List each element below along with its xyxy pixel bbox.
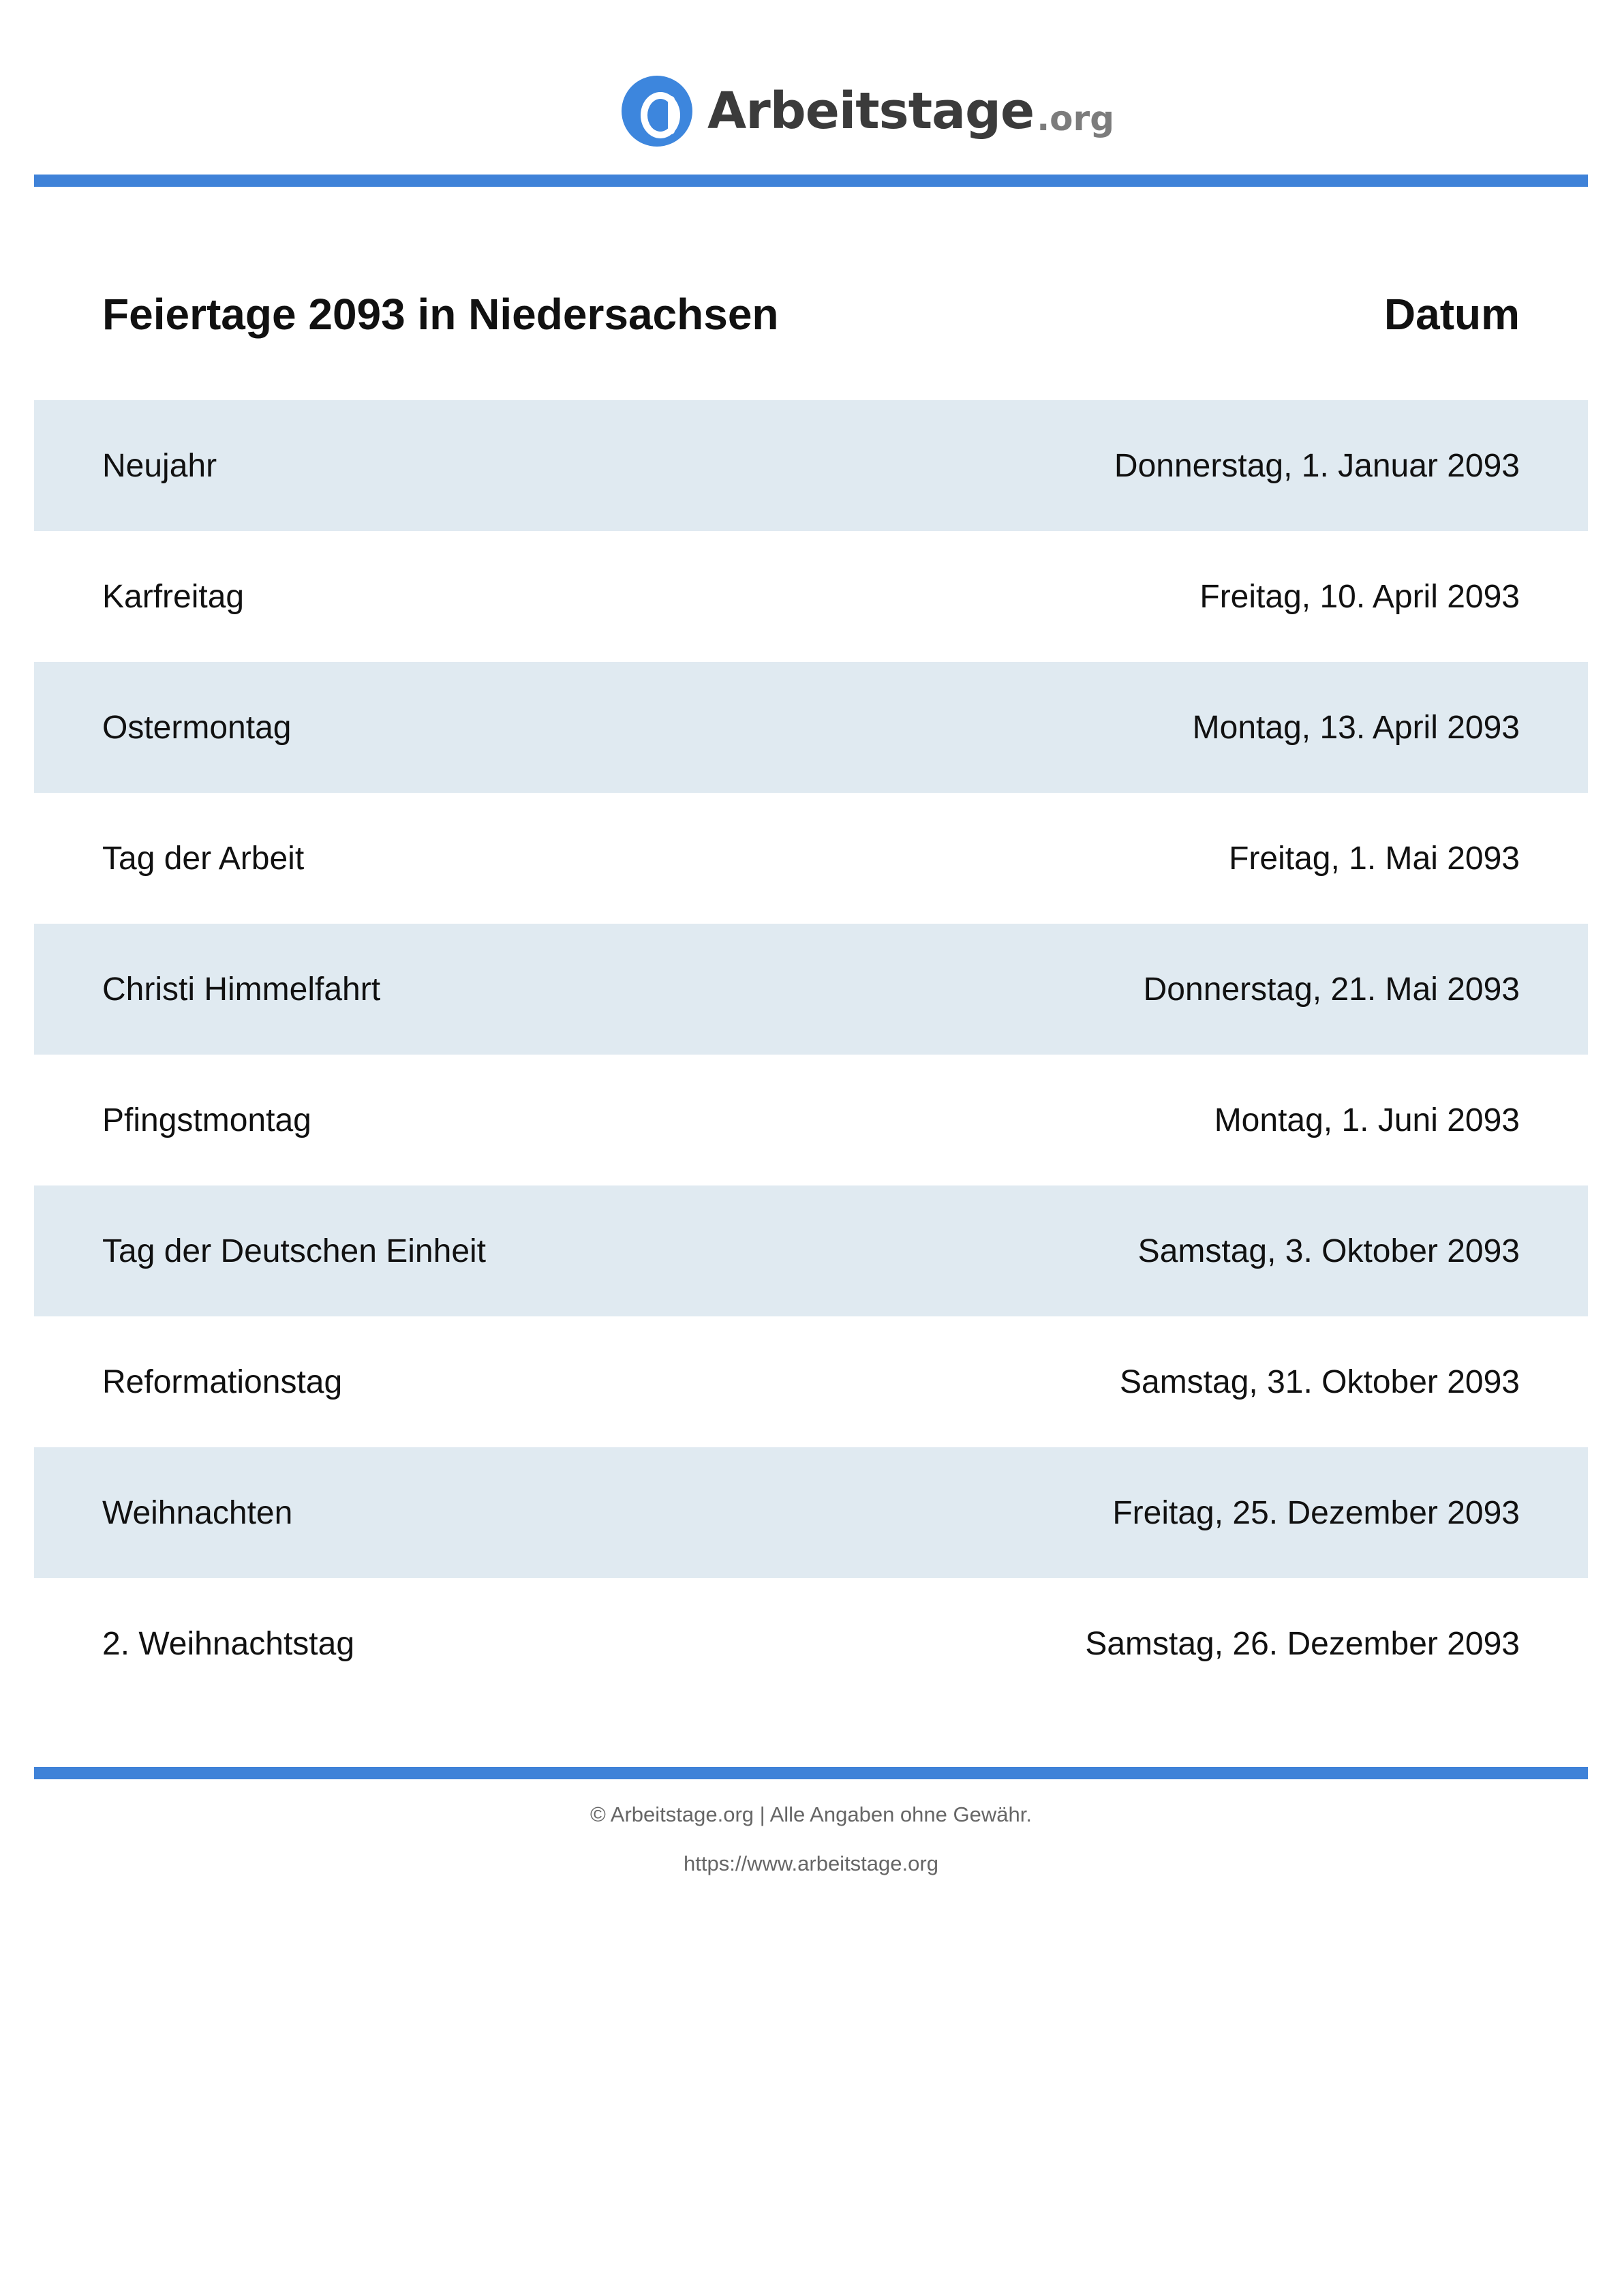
date-column-header: Datum (1383, 290, 1520, 339)
table-row (34, 662, 1588, 793)
holiday-date: Freitag, 10. April 2093 (1199, 578, 1520, 615)
holiday-name: 2. Weihnachtstag (102, 1625, 355, 1662)
at-sign-icon (622, 76, 692, 147)
holiday-name: Christi Himmelfahrt (102, 971, 381, 1008)
holiday-table (34, 228, 1588, 1709)
table-row (34, 1578, 1588, 1709)
logo-tld: .org (1037, 99, 1114, 138)
bottom-divider (34, 1767, 1588, 1779)
site-logo[interactable] (622, 74, 1114, 149)
table-row (34, 1055, 1588, 1185)
table-row (34, 1316, 1588, 1447)
holiday-date: Samstag, 26. Dezember 2093 (1085, 1625, 1520, 1662)
holiday-name: Neujahr (102, 447, 217, 484)
holiday-name: Ostermontag (102, 709, 292, 746)
holiday-date: Freitag, 25. Dezember 2093 (1112, 1494, 1520, 1531)
table-row (34, 1447, 1588, 1578)
top-divider (34, 175, 1588, 187)
holiday-date: Freitag, 1. Mai 2093 (1229, 840, 1520, 877)
holiday-date: Montag, 13. April 2093 (1192, 709, 1520, 746)
holiday-date: Samstag, 31. Oktober 2093 (1119, 1363, 1520, 1400)
holiday-name: Tag der Arbeit (102, 840, 305, 877)
holiday-date: Samstag, 3. Oktober 2093 (1137, 1233, 1520, 1269)
table-row (34, 1185, 1588, 1316)
page-footer (0, 1800, 1622, 1876)
table-row (34, 531, 1588, 662)
holiday-name: Weihnachten (102, 1494, 293, 1531)
table-row (34, 793, 1588, 924)
page-header (0, 0, 1622, 150)
logo-wordmark: Arbeitstage (707, 82, 1035, 140)
table-header (34, 228, 1588, 400)
holiday-name: Pfingstmontag (102, 1102, 311, 1138)
table-row (34, 924, 1588, 1055)
holiday-name: Reformationstag (102, 1363, 343, 1400)
holiday-name: Tag der Deutschen Einheit (102, 1233, 487, 1269)
holiday-name: Karfreitag (102, 578, 245, 615)
holiday-date: Montag, 1. Juni 2093 (1214, 1102, 1520, 1138)
table-row (34, 400, 1588, 531)
copyright-notice: © Arbeitstage.org | Alle Angaben ohne Gewähr. (590, 1802, 1032, 1826)
footer-url-link[interactable]: https://www.arbeitstage.org (684, 1852, 938, 1875)
holiday-date: Donnerstag, 21. Mai 2093 (1143, 971, 1520, 1008)
holiday-date: Donnerstag, 1. Januar 2093 (1114, 447, 1520, 484)
table-title: Feiertage 2093 in Niedersachsen (102, 290, 779, 339)
